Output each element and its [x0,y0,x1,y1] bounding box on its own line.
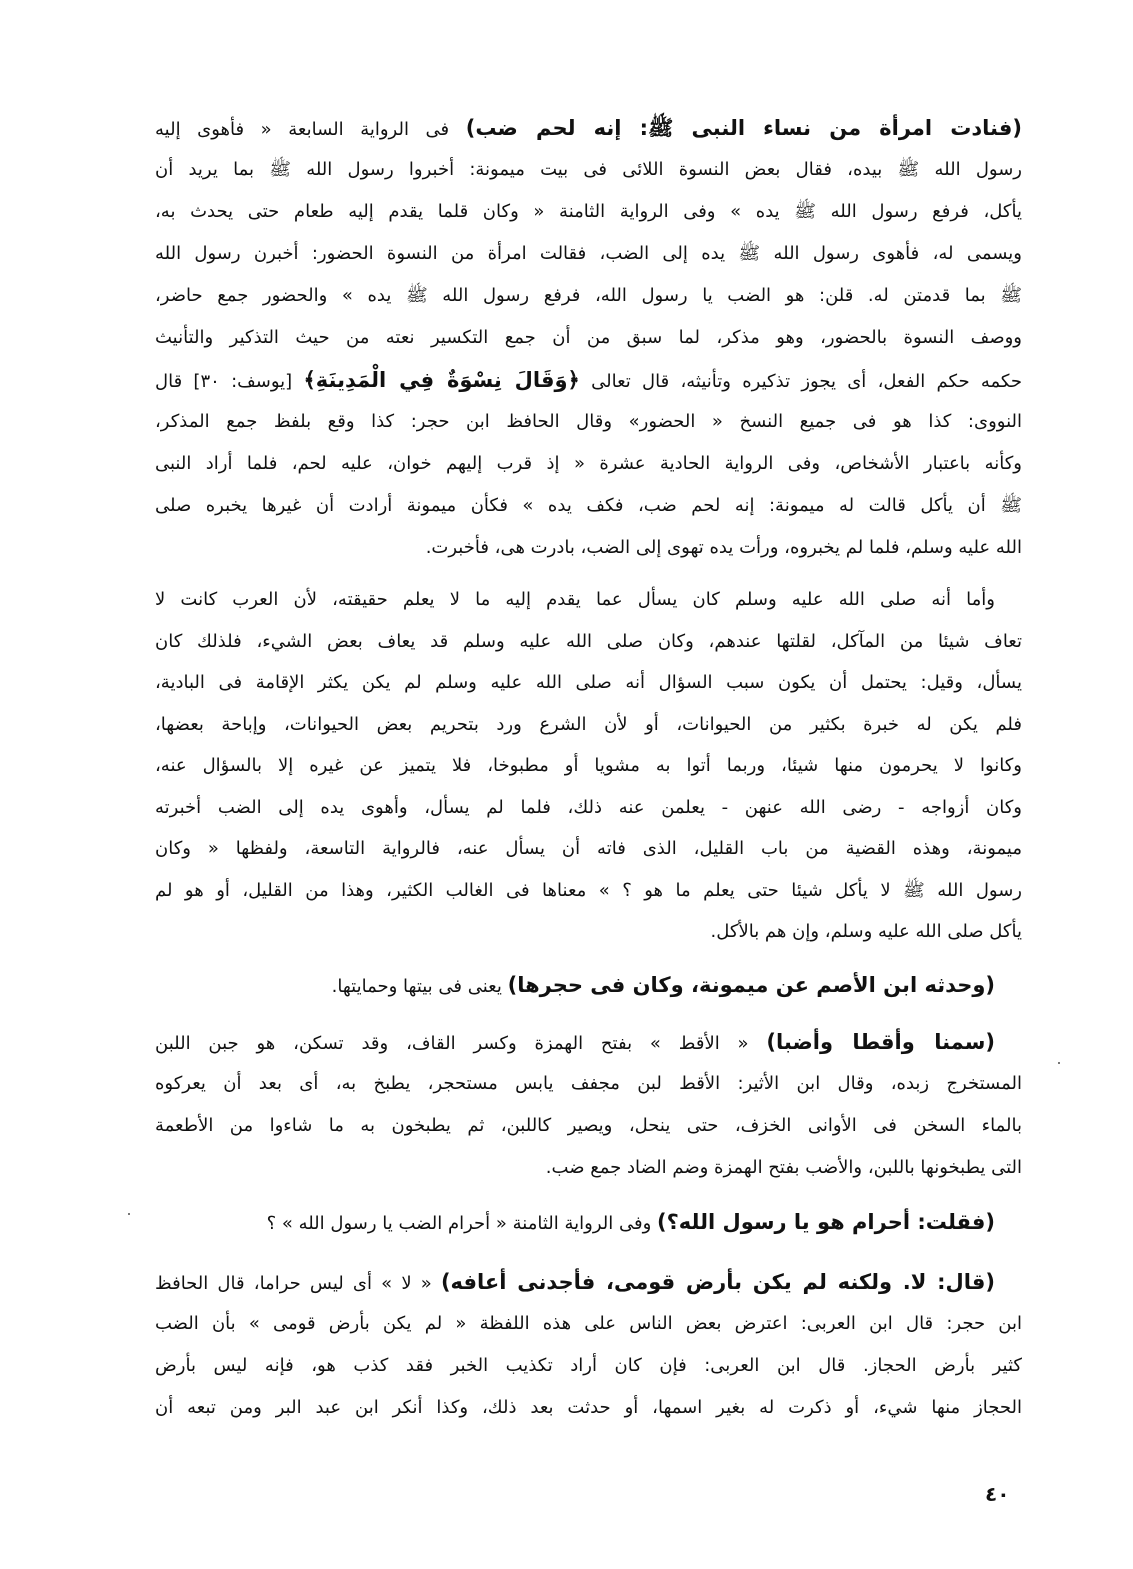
bold-text-segment: (وحدثه ابن الأصم عن ميمونة، وكان فى حجرها) [507,973,995,997]
bold-text-segment: ﴿وَقَالَ نِسْوَةٌ فِي الْمَدِينَةِ﴾ [303,368,580,392]
text-line [155,446,1022,482]
text-segment: وكانوا لا يحرمون منها شيئا، وربما أتوا به مشويا أو مطبوخا، فلا يتميز عن غيره إلا بالسؤال عنه، [155,755,1022,776]
text-segment: يسأل، وقيل: يحتمل أن يكون سبب السؤال أنه صلى الله عليه وسلم لم يكن يكثر الإقامة فى البادية، [155,672,1022,693]
text-segment: « الأقط » بفتح الهمزة وكسر القاف، وقد تسكن، هو جبن اللبن [155,1033,767,1054]
text-segment: تعاف شيئا من المآكل، لقلتها عندهم، وكان صلى الله عليه وسلم قد يعاف بعض الشيء، فلذلك كان [155,630,1022,652]
text-line [155,707,1022,743]
text-segment: فى الرواية السابعة « فأهوى إليه [155,119,466,140]
text-line [155,624,1022,660]
text-segment: حكمه حكم الفعل، أى يجوز تذكيره وتأنيثه، قال تعالى [579,371,1022,392]
text-segment: المستخرج زبده، وقال ابن الأثير: الأقط لبن مجفف يابس مستحجر، يطبخ به، أى بعد أن يعركوه [155,1073,1022,1094]
bold-text-segment: (فقلت: أحرام هو يا رسول الله؟) [657,1210,995,1234]
text-segment: ويسمى له، فأهوى رسول الله ﷺ يده إلى الضب، فقالت امرأة من النسوة الحضور: أخبرن رسول الله [155,243,1022,264]
text-segment: رسول الله ﷺ بيده، فقال بعض النسوة اللائى فى بيت ميمونة: أخبروا رسول الله ﷺ بما يريد أن [155,159,1022,180]
text-line [155,194,1022,230]
text-line [155,236,1022,272]
text-line [155,967,995,1003]
text-line [155,1204,995,1240]
text-line [155,914,1022,950]
text-line [155,1348,1022,1384]
text-line [155,278,1022,314]
text-line [155,1108,1022,1144]
text-line [155,1024,995,1060]
text-segment: يأكل، فرفع رسول الله ﷺ يده » وفى الرواية الثامنة « وكان قلما يقدم إليه طعام حتى يحدث به، [155,201,1022,222]
text-segment: وفى الرواية الثامنة « أحرام الضب يا رسول الله » ؟ [266,1213,657,1234]
text-line [155,110,1022,146]
text-segment: « لا » أى ليس حراما، قال الحافظ [155,1273,441,1294]
bold-text-segment: (سمنا وأقطا وأضبا) [766,1030,995,1054]
text-line [155,1264,995,1300]
text-line [155,404,1022,440]
text-segment: الحجاز منها شيء، أو ذكرت له بغير اسمها، أو حدثت بعد ذلك، وكذا أنكر ابن عبد البر ومن تبعه أن [155,1397,1022,1418]
text-segment: النووى: كذا هو فى جميع النسخ « الحضور» وقال الحافظ ابن حجر: كذا وقع بلفظ جمع المذكر، [155,411,1022,432]
text-segment: بالماء السخن فى الأوانى الخزف، حتى ينحل، ويصير كاللبن، ثم يطبخون به ما شاءوا من الأطعمة [155,1115,1022,1136]
text-line [155,873,1022,909]
scan-speck [128,1213,130,1215]
text-segment: ميمونة، وهذه القضية من باب القليل، الذى فاته أن يسأل عنه، فالرواية التاسعة، ولفظها « وكان [155,838,1022,859]
text-segment: فلم يكن له خبرة بكثير من الحيوانات، أو لأن الشرع ورد بتحريم بعض الحيوانات، وإباحة بعضها، [155,713,1022,735]
text-line [155,1390,1022,1426]
text-line [155,362,1022,398]
text-segment: يعنى فى بيتها وحمايتها. [331,976,508,997]
text-line [155,831,1022,867]
text-segment: كثير بأرض الحجاز. قال ابن العربى: فإن كان أراد تكذيب الخبر فقد كذب هو، فإنه ليس بأرض [155,1355,1022,1376]
bold-text-segment: (قال: لا. ولكنه لم يكن بأرض قومى، فأجدنى أعافه) [440,1270,995,1294]
text-line [155,790,1022,826]
scan-speck [1058,1062,1060,1064]
text-line [155,1150,1022,1186]
text-segment: ووصف النسوة بالحضور، وهو مذكر، لما سبق من أن جمع التكسير نعته من حيث التذكير والتأنيث [155,327,1022,348]
text-line [155,320,1022,356]
text-line [155,1306,1022,1342]
text-line [155,488,1022,524]
text-line [155,748,1022,784]
text-segment: ﷺ أن يأكل قالت له ميمونة: إنه لحم ضب، فكف يده » فكأن ميمونة أرادت أن غيرها يخبره صلى [155,495,1022,516]
text-segment: رسول الله ﷺ لا يأكل شيئا حتى يعلم ما هو ؟ » معناها فى الغالب الكثير، وهذا من القليل، أو هو لم [155,879,1022,901]
bold-text-segment: (فنادت امرأة من نساء النبى ﷺ: إنه لحم ضب) [465,116,1022,140]
text-segment: الله عليه وسلم، فلما لم يخبروه، ورأت يده تهوى إلى الضب، بادرت هى، فأخبرت. [425,537,1022,558]
text-segment: وأما أنه صلى الله عليه وسلم كان يسأل عما يقدم إليه ما لا يعلم حقيقته، لأن العرب كانت لا [155,589,995,610]
text-segment: التى يطبخونها باللبن، والأضب بفتح الهمزة وضم الضاد جمع ضب. [545,1157,1022,1178]
text-segment: ﷺ بما قدمتن له. قلن: هو الضب يا رسول الله، فرفع رسول الله ﷺ يده » والحضور جمع حاضر، [155,285,1022,306]
text-segment: وكأنه باعتبار الأشخاص، وفى الرواية الحادية عشرة « إذ قرب إليهم خوان، عليه لحم، فلما أراد النبى [155,453,1022,474]
text-segment: [يوسف: ٣٠] قال [155,371,304,392]
page-number: ٤٠ [985,1482,1010,1506]
text-line [155,530,1022,566]
text-line [155,582,995,618]
text-segment: وكان أزواجه - رضى الله عنهن - يعلمن عنه ذلك، فلما لم يسأل، وأهوى يده إلى الضب أخبرته [155,796,1022,818]
text-line [155,665,1022,701]
text-segment: يأكل صلى الله عليه وسلم، وإن هم بالأكل. [710,921,1022,942]
text-line [155,1066,1022,1102]
text-line [155,152,1022,188]
text-segment: ابن حجر: قال ابن العربى: اعترض بعض الناس على هذه اللفظة « لم يكن بأرض قومى » بأن الضب [155,1313,1022,1334]
